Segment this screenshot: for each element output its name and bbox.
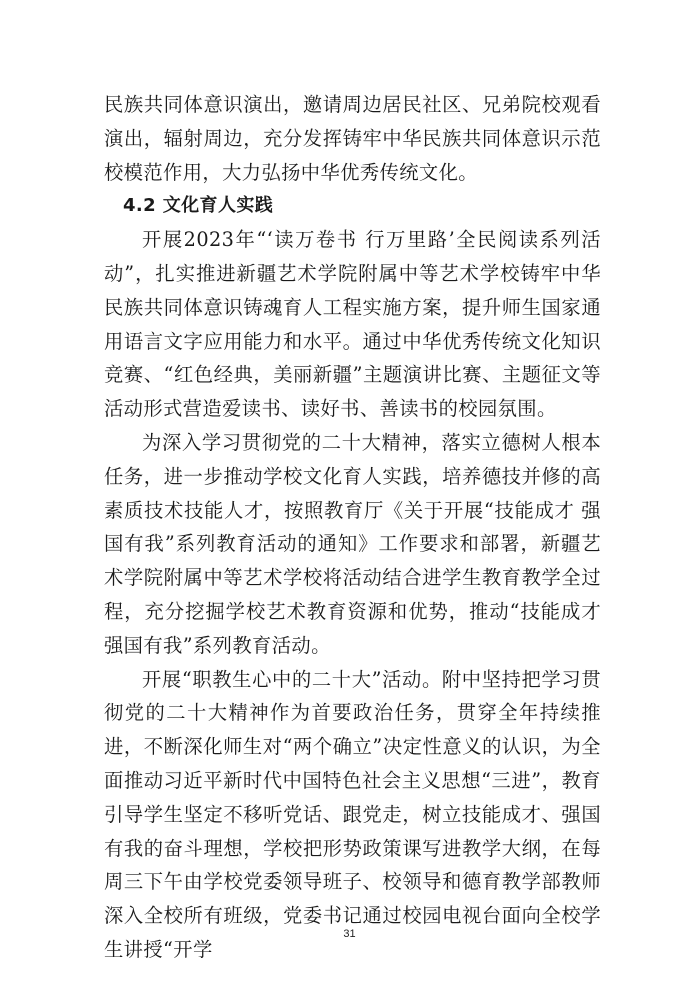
document-body [104,88,601,967]
paragraph-reading-activity: 开展2023年“‘读万卷书 行万里路’全民阅读系列活动”，扎实推进新疆艺术学院附属中等艺术学校铸牢中华民族共同体意识铸魂育人工程实施方案，提升师生国家通用语言文字应用能力和水平。通过中华优秀传统文化知识竞赛、“红色经典，美丽新疆”主题演讲比赛、主题征文等活动形式营造爱读书、读好书、善读书的校园氛围。 [104,228,601,421]
paragraph-continued: 民族共同体意识演出，邀请周边居民社区、兄弟院校观看演出，辐射周边，充分发挥铸牢中华民族共同体意识示范校模范作用，大力弘扬中华优秀传统文化。 [104,93,601,184]
page-number: 31 [343,928,356,940]
paragraph-congress-activity: 开展“职教生心中的二十大”活动。附中坚持把学习贯彻党的二十大精神作为首要政治任务，贯穿全年持续推进，不断深化师生对“两个确立”决定性意义的认识，为全面推动习近平新时代中国特色社会主义思想“三进”，教育引导学生坚定不移听党话、跟党走，树立技能成才、强国有我的奋斗理想，学校把形势政策课写进教学大纲，在每周三下午由学校党委领导班子、校领导和德育教学部教师深入全校所有班级，党委书记通过校园电视台面向全校学生讲授“开学 [104,667,601,961]
paragraph-skills-campaign: 为深入学习贯彻党的二十大精神，落实立德树人根本任务，进一步推动学校文化育人实践，培养德技并修的高素质技术技能人才，按照教育厅《关于开展“技能成才 强国有我”系列教育活动的通知》工作要求和部署，新疆艺术学院附属中等艺术学校将活动结合进学生教育教学全过程，充分挖掘学校艺术教育资源和优势，推动“技能成才 强国有我”系列教育活动。 [104,430,601,657]
section-heading: 4.2 文化育人实践 [123,195,274,217]
